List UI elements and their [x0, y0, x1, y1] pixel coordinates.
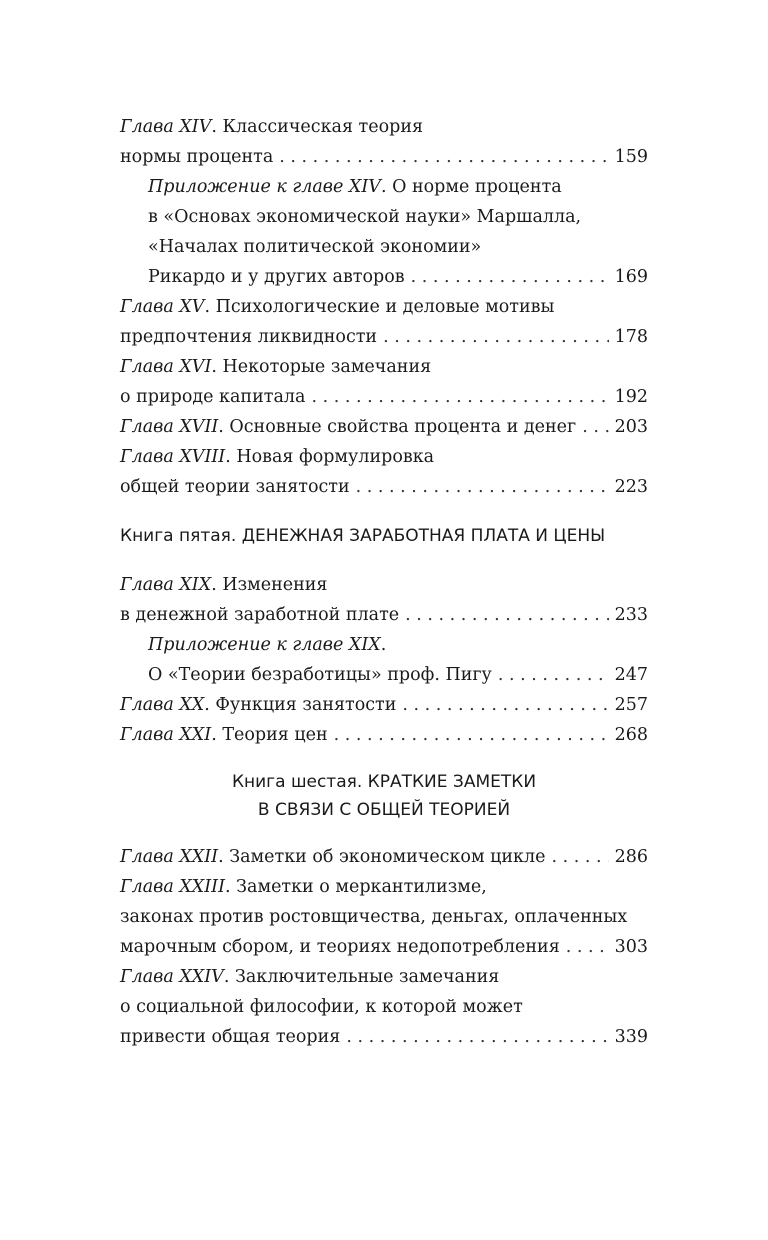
- toc-line: [120, 932, 648, 962]
- dot-leader: [279, 142, 608, 172]
- toc-line: [120, 962, 648, 992]
- entry-title: . Заключительные замечания: [223, 967, 500, 987]
- chapter-label: Глава XIV: [120, 117, 212, 137]
- dot-leader: [582, 412, 608, 442]
- chapter-label: Глава XVI: [120, 357, 212, 377]
- toc-group-book4: [120, 112, 648, 502]
- chapter-label: Глава XV: [120, 297, 205, 317]
- page-number: 339: [614, 1027, 648, 1047]
- toc-line: [120, 902, 648, 932]
- toc-line: [120, 142, 648, 172]
- page-number: 257: [614, 695, 648, 715]
- entry-title: марочным сбором, и теориях недопотребления: [120, 937, 560, 957]
- toc-line: [120, 292, 648, 322]
- entry-title: о социальной философии, к которой может: [120, 997, 523, 1017]
- dot-leader: [334, 720, 609, 750]
- dot-leader: [402, 690, 608, 720]
- dot-leader: [383, 322, 609, 352]
- chapter-label: Глава XXIV: [120, 967, 224, 987]
- entry-title: . Изменения: [211, 575, 328, 595]
- toc-line: [120, 570, 648, 600]
- chapter-label: Глава XXII: [120, 847, 219, 867]
- toc-line: [120, 600, 648, 630]
- toc-line: [120, 872, 648, 902]
- book-heading-title-line2: В СВЯЗИ С ОБЩЕЙ ТЕОРИЕЙ: [257, 800, 511, 820]
- page-number: 159: [614, 147, 648, 167]
- toc-line: [120, 112, 648, 142]
- dot-leader: [405, 600, 608, 630]
- entry-title: «Началах политической экономии»: [148, 237, 482, 257]
- toc-line: [120, 1022, 648, 1052]
- page-number: 203: [614, 417, 648, 437]
- table-of-contents: [120, 112, 648, 1052]
- entry-title: предпочтения ликвидности: [120, 327, 378, 347]
- toc-line: [120, 382, 648, 412]
- chapter-label: Глава XVII: [120, 417, 219, 437]
- chapter-label: Приложение к главе XIX: [148, 635, 381, 655]
- toc-line: [120, 472, 648, 502]
- chapter-label: Глава XIX: [120, 575, 212, 595]
- chapter-label: Глава XX: [120, 695, 205, 715]
- entry-title: нормы процента: [120, 147, 274, 167]
- entry-title: в «Основах экономической науки» Маршалла,: [148, 207, 582, 227]
- entry-title: в денежной заработной плате: [120, 605, 400, 625]
- dot-leader: [346, 1022, 608, 1052]
- toc-line: [120, 172, 648, 202]
- dot-leader: [356, 472, 609, 502]
- toc-line: [120, 630, 648, 660]
- entry-title: . Теория цен: [211, 725, 328, 745]
- entry-title: . О норме процента: [380, 177, 562, 197]
- toc-line: [120, 232, 648, 262]
- chapter-label: Глава XXIII: [120, 877, 225, 897]
- entry-title: общей теории занятости: [120, 477, 350, 497]
- toc-line: [120, 262, 648, 292]
- chapter-label: Приложение к главе XIV: [148, 177, 381, 197]
- book-heading-title: ДЕНЕЖНАЯ ЗАРАБОТНАЯ ПЛАТА И ЦЕНЫ: [241, 526, 606, 546]
- entry-title: законах против ростовщичества, деньгах, оплаченных: [120, 907, 628, 927]
- dot-leader: [551, 842, 608, 872]
- entry-title: привести общая теория: [120, 1027, 341, 1047]
- chapter-label: Глава XVIII: [120, 447, 226, 467]
- page-number: 178: [614, 327, 648, 347]
- entry-title: Рикардо и у других авторов: [148, 267, 405, 287]
- toc-line: [120, 322, 648, 352]
- toc-line: [120, 842, 648, 872]
- book-heading-6: [120, 768, 648, 824]
- page-number: 192: [614, 387, 648, 407]
- book-heading-prefix: Книга пятая.: [120, 526, 242, 546]
- toc-line: [120, 720, 648, 750]
- toc-line: [120, 412, 648, 442]
- entry-title: . Классическая теория: [211, 117, 424, 137]
- page-number: 268: [614, 725, 648, 745]
- entry-title: . Некоторые замечания: [211, 357, 432, 377]
- entry-title: . Основные свойства процента и денег: [218, 417, 577, 437]
- toc-group-book6: [120, 842, 648, 1052]
- page-number: 286: [614, 847, 648, 867]
- toc-line: [120, 352, 648, 382]
- dot-leader: [566, 932, 609, 962]
- page-number: 223: [614, 477, 648, 497]
- page-number: 303: [614, 937, 648, 957]
- entry-title: . Заметки о меркантилизме,: [225, 877, 487, 897]
- chapter-label: Глава XXI: [120, 725, 212, 745]
- toc-line: [120, 992, 648, 1022]
- entry-title: . Психологические и деловые мотивы: [204, 297, 555, 317]
- entry-title: . Функция занятости: [204, 695, 397, 715]
- entry-title: . Заметки об экономическом цикле: [218, 847, 546, 867]
- entry-title: . Новая формулировка: [225, 447, 435, 467]
- page-number: 233: [614, 605, 648, 625]
- book-heading-5: [120, 522, 648, 550]
- dot-leader: [411, 262, 609, 292]
- page-number: 247: [614, 665, 648, 685]
- entry-title: о природе капитала: [120, 387, 306, 407]
- book-heading-prefix: Книга шестая.: [231, 772, 368, 792]
- dot-leader: [311, 382, 608, 412]
- toc-line: [120, 660, 648, 690]
- page-number: 169: [614, 267, 648, 287]
- book-heading-title-line1: КРАТКИЕ ЗАМЕТКИ: [367, 772, 537, 792]
- toc-line: [120, 202, 648, 232]
- entry-title: О «Теории безработицы» проф. Пигу: [148, 665, 492, 685]
- toc-line: [120, 442, 648, 472]
- toc-group-book5: [120, 570, 648, 750]
- dot-leader: [498, 660, 609, 690]
- entry-title: .: [380, 635, 387, 655]
- toc-line: [120, 690, 648, 720]
